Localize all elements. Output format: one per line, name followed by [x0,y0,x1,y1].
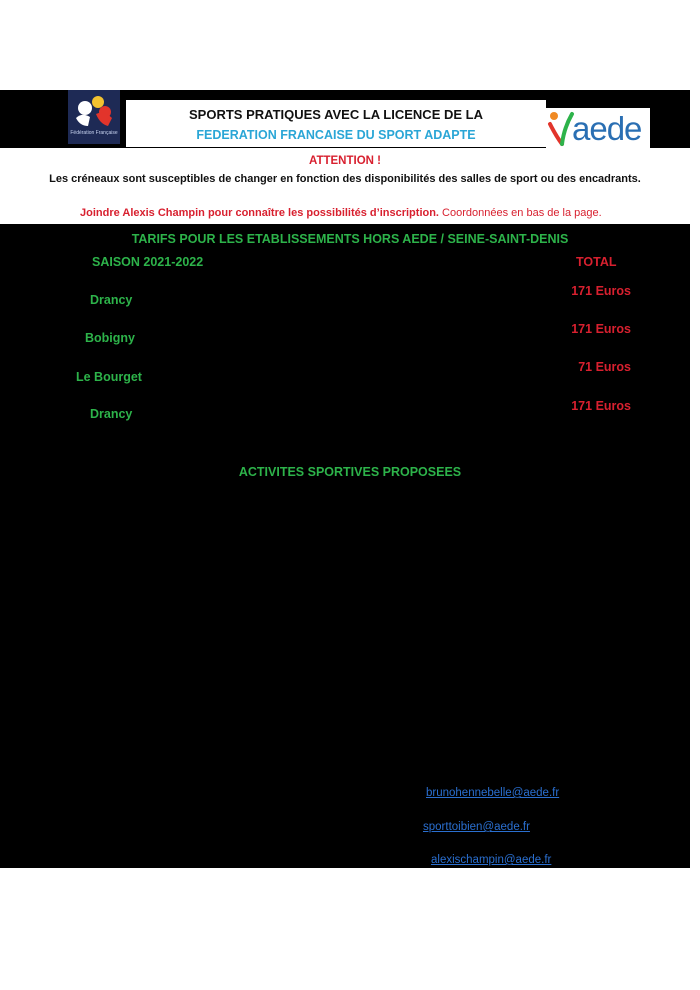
ffsa-logo-text: Fédération Française [70,130,118,136]
attention-label: ATTENTION ! [309,155,381,167]
tarifs-title: TARIFS POUR LES ETABLISSEMENTS HORS AEDE / SEINE-SAINT-DENIS [131,232,569,246]
tarif-row-price: 171 Euros [571,284,631,298]
tarif-row-price: 71 Euros [578,360,631,374]
content-block [0,224,690,868]
activities-title: ACTIVITES SPORTIVES PROPOSEES [238,465,462,479]
page-subtitle: FEDERATION FRANCAISE DU SPORT ADAPTE [196,128,476,142]
total-header: TOTAL [576,255,617,269]
aede-logo-text: aede [572,110,642,147]
email-link-sporttoibien[interactable]: sporttoibien@aede.fr [423,821,530,833]
tarif-row-city: Bobigny [85,331,135,345]
contact-notice-rest: Coordonnées en bas de la page. [439,207,602,219]
ffsa-logo [68,90,120,144]
page-title: SPORTS PRATIQUES AVEC LA LICENCE DE LA [189,107,483,122]
tarif-row-city: Le Bourget [76,370,142,384]
aede-logo [546,108,650,148]
title-box [126,100,546,147]
contact-notice-bold: Joindre Alexis Champin pour connaître les possibilités d’inscription. [80,207,439,219]
notice-text: Les créneaux sont susceptibles de changer en fonction des disponibilités des salles de sport ou des encadrants. [49,173,641,185]
tarif-row-city: Drancy [90,407,133,421]
contact-notice [80,207,602,219]
email-link-bruno[interactable]: brunohennebelle@aede.fr [426,787,560,799]
tarif-row-city: Drancy [90,293,133,307]
email-link-alexis[interactable]: alexischampin@aede.fr [431,854,552,866]
tarif-row-price: 171 Euros [571,322,631,336]
season-label: SAISON 2021-2022 [92,255,204,269]
tarif-row-price: 171 Euros [571,399,631,413]
